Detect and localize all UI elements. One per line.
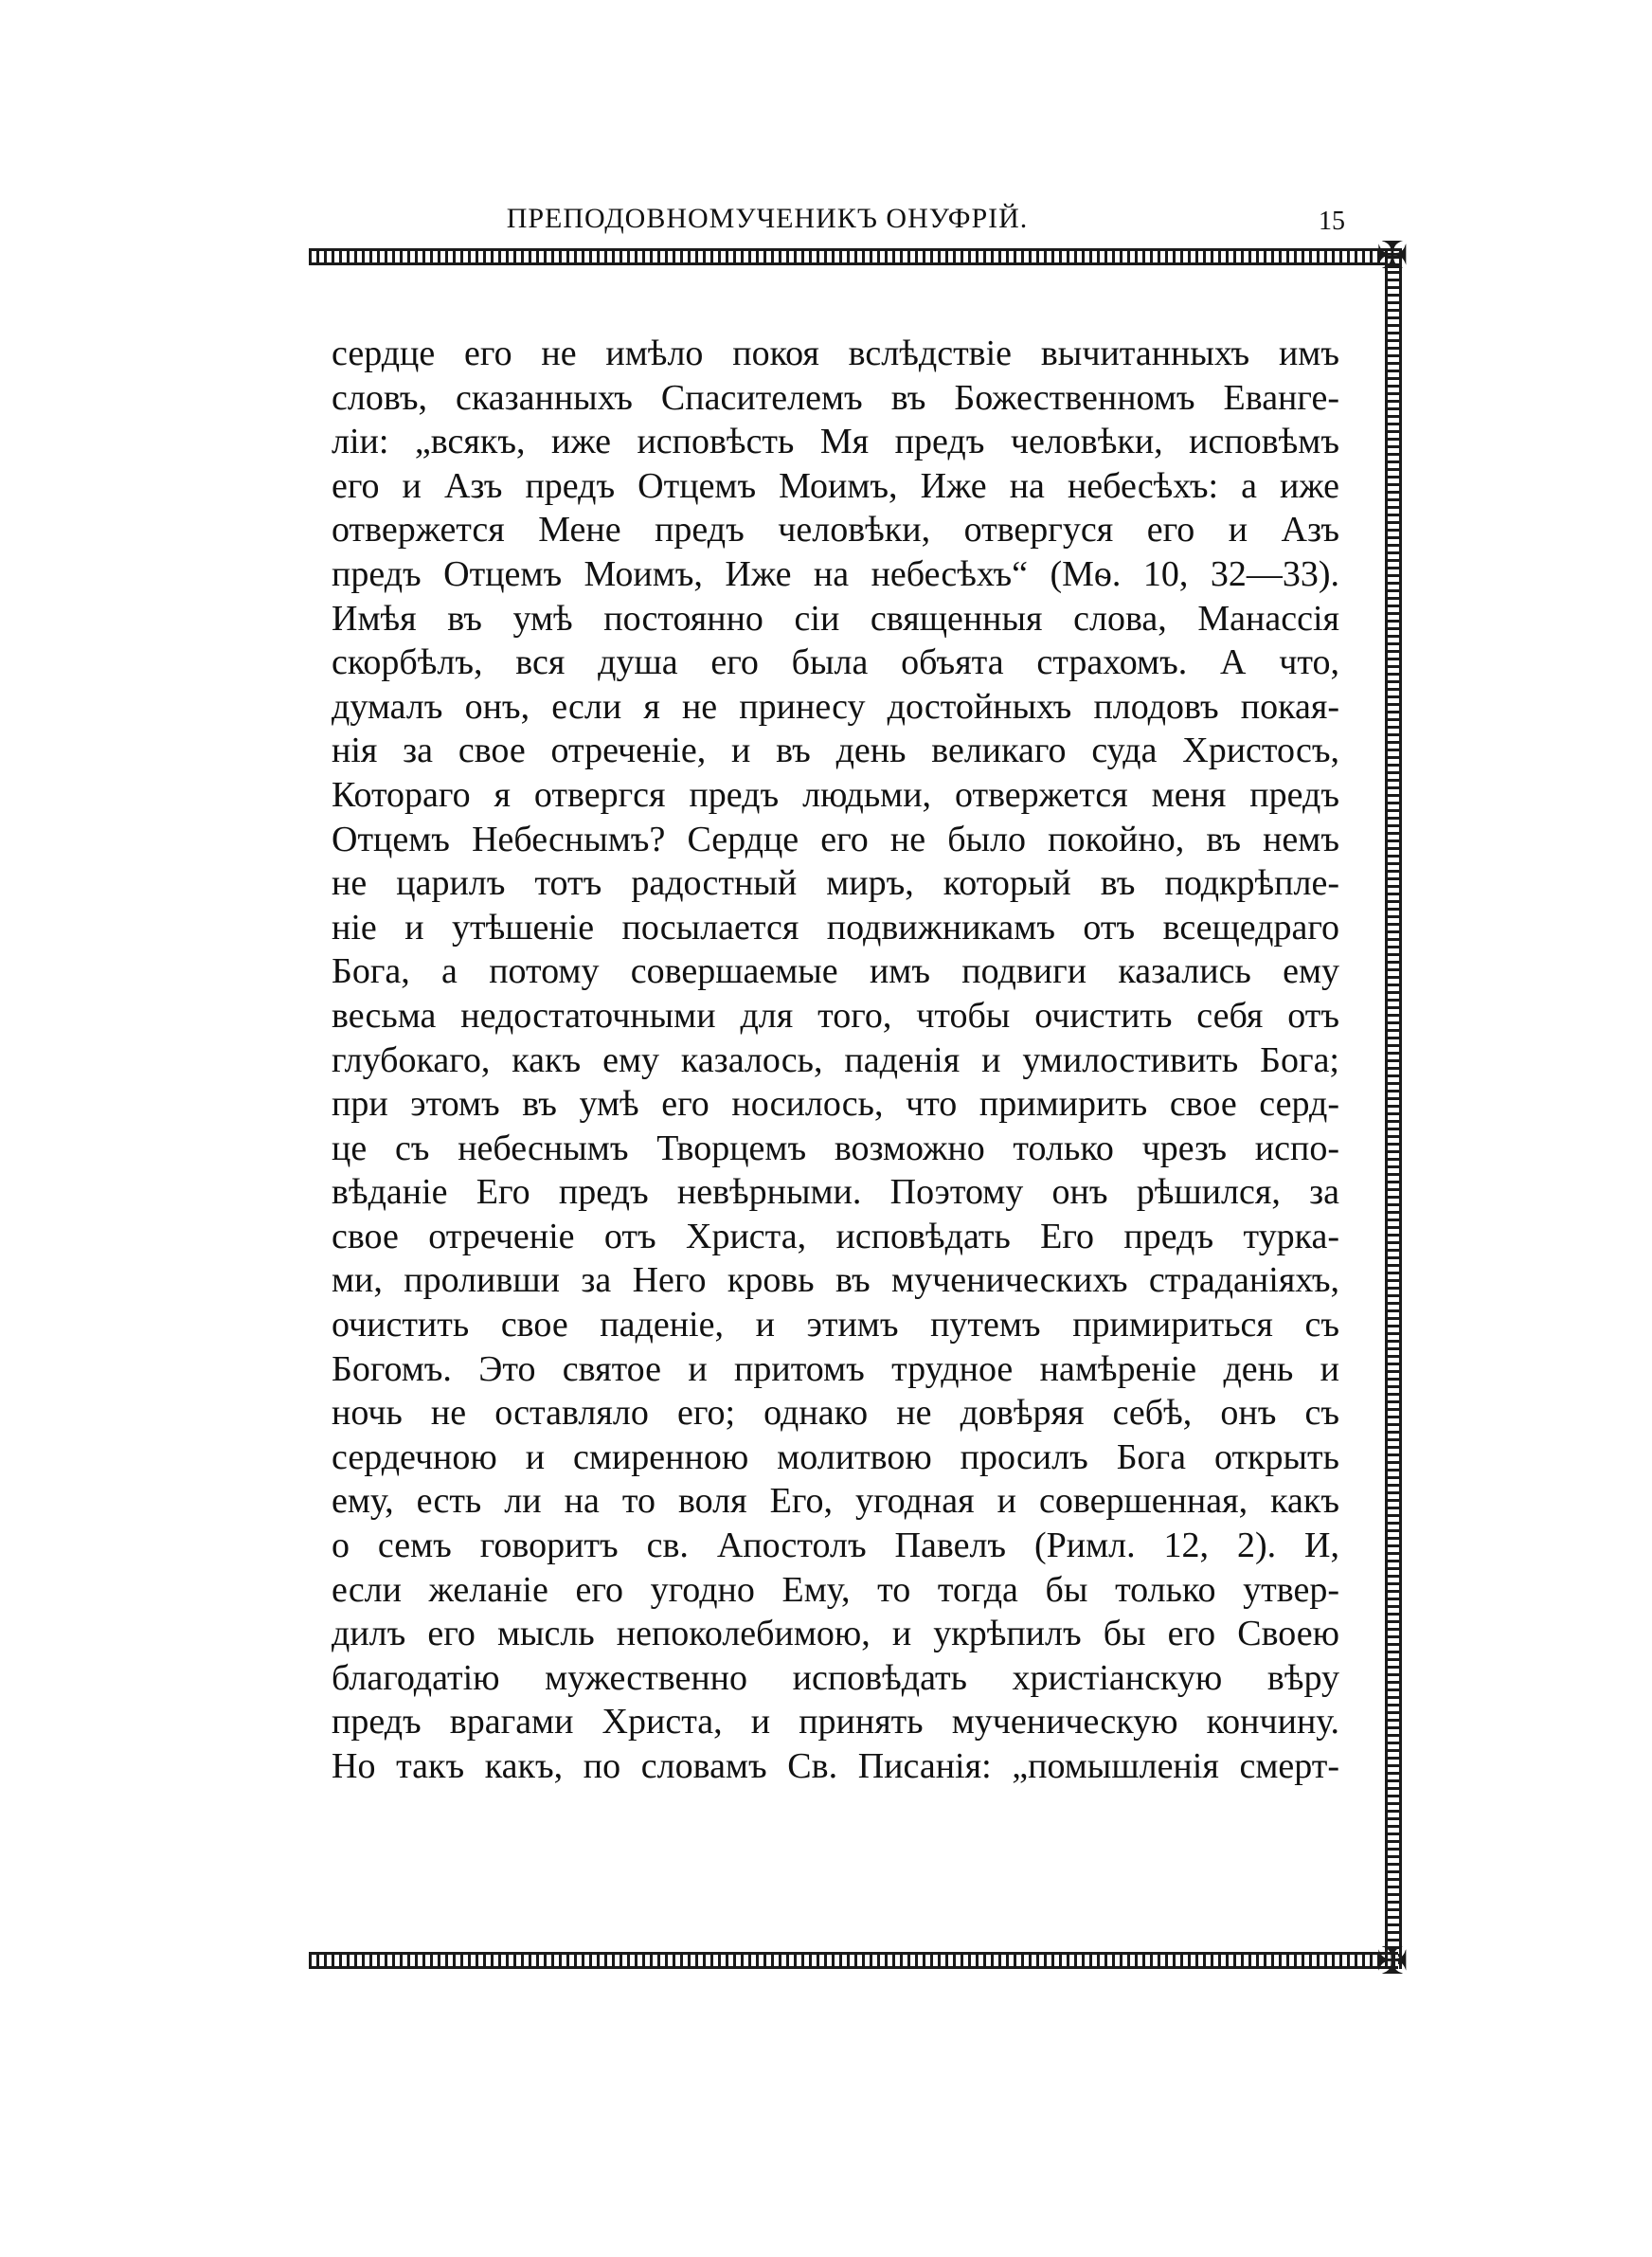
text-line: думалъ онъ, если я не принесу достойныхъ плодовъ покая- — [332, 686, 1339, 727]
text-line: Отцемъ Небеснымъ? Сердце его не было покойно, въ немъ — [332, 819, 1339, 859]
text-line: благодатію мужественно исповѣдать христіанскую вѣру — [332, 1657, 1339, 1698]
text-line: отвержется Мене предъ человѣки, отвергуся его и Азъ — [332, 510, 1339, 551]
text-line: его и Азъ предъ Отцемъ Моимъ, Иже на небесѣхъ: а иже — [332, 465, 1339, 506]
text-line: весьма недостаточными для того, чтобы очистить себя отъ — [332, 995, 1339, 1036]
text-line: очистить свое паденіе, и этимъ путемъ примириться съ — [332, 1305, 1339, 1345]
text-line: сердечною и смиренною молитвою просилъ Бога открыть — [332, 1436, 1339, 1477]
text-line: ночь не оставляло его; однако не довѣряя себѣ, онъ съ — [332, 1393, 1339, 1434]
text-line: ніе и утѣшеніе посылается подвижникамъ отъ всещедраго — [332, 907, 1339, 948]
text-line: дилъ его мысль непоколебимою, и укрѣпилъ бы его Своею — [332, 1614, 1339, 1654]
running-title: ПРЕПОДОВНОМУЧЕНИКЪ ОНУФРІЙ. — [506, 203, 1029, 234]
text-line: глубокаго, какъ ему казалось, паденія и умилостивить Бога; — [332, 1039, 1339, 1080]
text-line: Богомъ. Это святое и притомъ трудное намѣреніе день и — [332, 1348, 1339, 1389]
text-line: словъ, сказанныхъ Спасителемъ въ Божественномъ Еванге- — [332, 377, 1339, 418]
text-line: нія за свое отреченіе, и въ день великаго суда Христосъ, — [332, 731, 1339, 771]
text-line: сердце его не имѣло покоя вслѣдствіе вычитанныхъ имъ — [332, 334, 1339, 373]
text-line: ми, проливши за Него кровь въ мученическихъ страданіяхъ, — [332, 1260, 1339, 1301]
ornament-border-bottom — [309, 1952, 1398, 1969]
text-line: Имѣя въ умѣ постоянно сіи священныя слова, Манассія — [332, 598, 1339, 639]
text-line: це съ небеснымъ Творцемъ возможно только чрезъ испо- — [332, 1128, 1339, 1168]
text-line: ему, есть ли на то воля Его, угодная и совершенная, какъ — [332, 1481, 1339, 1522]
body-text — [332, 332, 1339, 1789]
text-line: о семъ говоритъ св. Апостолъ Павелъ (Римл. 12, 2). И, — [332, 1526, 1339, 1566]
page-number: 15 — [1319, 207, 1345, 236]
text-line: ліи: „всякъ, иже исповѣсть Мя предъ человѣки, исповѣмъ — [332, 422, 1339, 462]
text-line: предъ Отцемъ Моимъ, Иже на небесѣхъ“ (Мѳ. 10, 32—33). — [332, 553, 1339, 594]
text-line: при этомъ въ умѣ его носилось, что примирить свое серд- — [332, 1084, 1339, 1125]
ornament-border-top — [309, 248, 1398, 265]
text-line: если желаніе его угодно Ему, то тогда бы только утвер- — [332, 1569, 1339, 1610]
text-line: не царилъ тотъ радостный миръ, который въ подкрѣпле- — [332, 863, 1339, 904]
ornament-corner-bottom-icon: ✠ — [1376, 1940, 1409, 1983]
text-line: свое отреченіе отъ Христа, исповѣдать Его предъ турка- — [332, 1216, 1339, 1256]
text-line: Котораго я отвергся предъ людьми, отвержется меня предъ — [332, 774, 1339, 815]
ornament-border-right — [1385, 248, 1402, 1969]
text-line: Но такъ какъ, по словамъ Св. Писанія: „помышленія смерт- — [332, 1746, 1339, 1786]
text-line: вѣданіе Его предъ невѣрными. Поэтому онъ рѣшился, за — [332, 1172, 1339, 1213]
text-line: скорбѣлъ, вся душа его была объята страхомъ. А что, — [332, 642, 1339, 683]
ornament-corner-top-icon: ✠ — [1376, 234, 1409, 278]
text-line: предъ врагами Христа, и принять мученическую кончину. — [332, 1702, 1339, 1742]
text-line: Бога, а потому совершаемые имъ подвиги казались ему — [332, 951, 1339, 992]
